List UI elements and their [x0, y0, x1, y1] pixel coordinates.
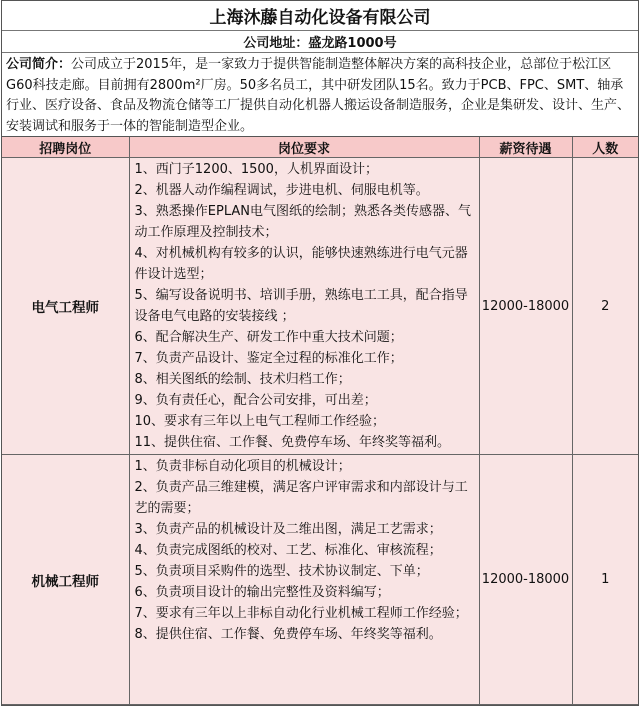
requirement-item: 10、要求有三年以上电气工程师工作经验； [134, 414, 386, 429]
requirements-cell [129, 158, 479, 455]
intro-label: 公司简介： [6, 57, 72, 72]
requirement-item: 3、负责产品的机械设计及二维出图，满足工艺需求； [134, 522, 442, 537]
requirement-item: 4、对机械机构有较多的认识，能够快速熟练进行电气元器件设计选型； [134, 246, 468, 282]
header-salary: 薪资待遇 [479, 137, 572, 158]
requirement-item: 7、要求有三年以上非标自动化行业机械工程师工作经验； [134, 606, 468, 621]
requirement-item: 8、提供住宿、工作餐、免费停车场、年终奖等福利。 [134, 627, 442, 642]
requirement-item: 4、负责完成图纸的校对、工艺、标准化、审核流程； [134, 543, 442, 558]
count-cell: 1 [572, 455, 638, 705]
salary-cell: 12000-18000 [479, 455, 572, 705]
requirement-item: 5、编写设备说明书、培训手册，熟练电工工具，配合指导设备电气电路的安装接线 ； [134, 288, 468, 324]
company-address: 公司地址：盛龙路1000号 [2, 31, 638, 53]
requirement-item: 6、负责项目设计的输出完整性及资料编写； [134, 585, 390, 600]
table-header-row [2, 137, 638, 158]
requirement-item: 2、负责产品三维建模，满足客户评审需求和内部设计与工艺的需要； [134, 480, 468, 516]
header-requirements: 岗位要求 [129, 137, 479, 158]
requirement-item: 2、机器人动作编程调试，步进电机、伺服电机等。 [134, 183, 429, 198]
requirement-item: 3、熟悉操作EPLAN电气图纸的绘制；熟悉各类传感器、气动工作原理及控制技术； [134, 204, 471, 240]
count-cell: 2 [572, 158, 638, 455]
table-row [2, 158, 638, 455]
requirement-item: 5、负责项目采购件的选型、技术协议制定、下单； [134, 564, 429, 579]
position-cell: 电气工程师 [2, 158, 129, 455]
requirement-item: 9、负有责任心，配合公司安排，可出差； [134, 393, 377, 408]
requirement-item: 1、负责非标自动化项目的机械设计； [134, 459, 351, 474]
table-row [2, 455, 638, 705]
requirement-item: 7、负责产品设计、鉴定全过程的标准化工作； [134, 351, 403, 366]
salary-cell: 12000-18000 [479, 158, 572, 455]
company-name: 上海沐藤自动化设备有限公司 [2, 1, 638, 31]
requirement-item: 1、西门子1200、1500，人机界面设计； [134, 162, 378, 177]
requirement-item: 11、提供住宿、工作餐、免费停车场、年终奖等福利。 [134, 435, 451, 450]
header-position: 招聘岗位 [2, 137, 129, 158]
requirements-cell [129, 455, 479, 705]
position-cell: 机械工程师 [2, 455, 129, 705]
requirement-item: 8、相关图纸的绘制、技术归档工作； [134, 372, 351, 387]
intro-text: 公司成立于2015年，是一家致力于提供智能制造整体解决方案的高科技企业，总部位于松江区G60科技走廊。目前拥有2800m²厂房。50多名员工，其中研发团队15名。致力于PCB、FPC、SMT、轴承行业、医疗设备、食品及物流仓储等工厂提供自动化机器人搬运设备制造服务，企业是集研发、设计、生产、安装调试和服务于一体的智能制造型企业。 [6, 57, 631, 134]
recruitment-sheet [1, 0, 639, 706]
jobs-table [2, 137, 638, 705]
requirement-item: 6、配合解决生产、研发工作中重大技术问题； [134, 330, 403, 345]
company-intro [2, 53, 638, 137]
header-count: 人数 [572, 137, 638, 158]
